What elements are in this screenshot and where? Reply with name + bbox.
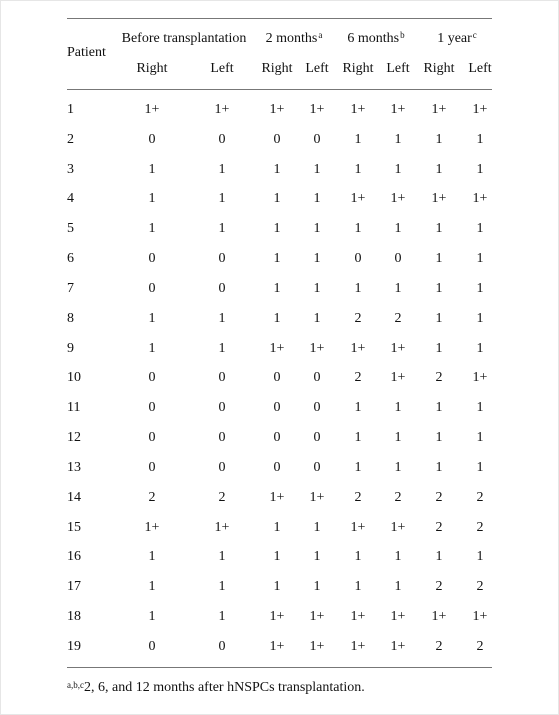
cell-grade: 1 bbox=[394, 430, 402, 445]
cell-grade: 1 bbox=[218, 579, 226, 594]
cell-grade: 1 bbox=[218, 221, 226, 236]
cell-grade: 1+ bbox=[309, 490, 325, 505]
cell-grade: 1 bbox=[354, 221, 362, 236]
cell-grade: 0 bbox=[218, 639, 226, 654]
cell-patient: 17 bbox=[67, 579, 81, 594]
header-side: Right bbox=[342, 61, 374, 76]
cell-grade: 1+ bbox=[269, 490, 285, 505]
header-group bbox=[437, 31, 477, 47]
header-side: Left bbox=[210, 61, 234, 76]
cell-patient: 4 bbox=[67, 191, 74, 206]
cell-grade: 1+ bbox=[350, 520, 366, 535]
cell-grade: 0 bbox=[218, 400, 226, 415]
cell-grade: 1 bbox=[148, 191, 156, 206]
cell-grade: 0 bbox=[148, 400, 156, 415]
cell-grade: 1 bbox=[313, 520, 321, 535]
cell-grade: 1 bbox=[394, 281, 402, 296]
cell-grade: 1 bbox=[394, 221, 402, 236]
cell-grade: 1 bbox=[313, 579, 321, 594]
header-group-label: 2 months bbox=[265, 31, 318, 46]
cell-grade: 1 bbox=[435, 341, 443, 356]
cell-grade: 1+ bbox=[214, 102, 230, 117]
cell-grade: 1 bbox=[435, 221, 443, 236]
header-group-label: 1 year bbox=[437, 31, 472, 46]
cell-patient: 6 bbox=[67, 251, 74, 266]
cell-grade: 1 bbox=[273, 281, 281, 296]
cell-grade: 2 bbox=[435, 639, 443, 654]
cell-grade: 1+ bbox=[431, 102, 447, 117]
cell-grade: 1+ bbox=[390, 370, 406, 385]
cell-grade: 0 bbox=[148, 639, 156, 654]
cell-grade: 1 bbox=[354, 579, 362, 594]
table-bottom-rule bbox=[67, 667, 492, 668]
cell-grade: 1 bbox=[435, 460, 443, 475]
cell-grade: 0 bbox=[148, 281, 156, 296]
cell-grade: 1 bbox=[476, 341, 484, 356]
cell-grade: 1 bbox=[273, 549, 281, 564]
cell-grade: 1 bbox=[148, 579, 156, 594]
cell-grade: 1 bbox=[313, 311, 321, 326]
cell-grade: 1+ bbox=[431, 191, 447, 206]
cell-patient: 10 bbox=[67, 370, 81, 385]
cell-grade: 1 bbox=[218, 609, 226, 624]
cell-grade: 1 bbox=[476, 311, 484, 326]
cell-patient: 11 bbox=[67, 400, 81, 415]
cell-grade: 1+ bbox=[350, 609, 366, 624]
cell-grade: 1+ bbox=[472, 191, 488, 206]
cell-grade: 1 bbox=[394, 579, 402, 594]
cell-grade: 2 bbox=[435, 520, 443, 535]
cell-grade: 1+ bbox=[472, 370, 488, 385]
cell-grade: 1+ bbox=[390, 102, 406, 117]
cell-grade: 0 bbox=[218, 132, 226, 147]
cell-grade: 1+ bbox=[309, 102, 325, 117]
header-group bbox=[347, 31, 404, 47]
cell-grade: 2 bbox=[476, 579, 484, 594]
cell-grade: 1 bbox=[476, 549, 484, 564]
cell-grade: 2 bbox=[394, 490, 402, 505]
cell-grade: 1 bbox=[435, 132, 443, 147]
cell-patient: 5 bbox=[67, 221, 74, 236]
cell-grade: 1+ bbox=[431, 609, 447, 624]
cell-grade: 1 bbox=[435, 430, 443, 445]
cell-grade: 1+ bbox=[269, 102, 285, 117]
cell-patient: 13 bbox=[67, 460, 81, 475]
cell-grade: 1+ bbox=[390, 520, 406, 535]
cell-grade: 1+ bbox=[472, 102, 488, 117]
header-side: Right bbox=[423, 61, 455, 76]
cell-grade: 1 bbox=[354, 460, 362, 475]
cell-grade: 1 bbox=[148, 549, 156, 564]
cell-grade: 1 bbox=[354, 162, 362, 177]
cell-grade: 1 bbox=[435, 400, 443, 415]
cell-patient: 19 bbox=[67, 639, 81, 654]
cell-grade: 1+ bbox=[390, 191, 406, 206]
cell-grade: 1+ bbox=[269, 341, 285, 356]
header-group bbox=[266, 31, 323, 47]
cell-grade: 1+ bbox=[309, 341, 325, 356]
cell-grade: 1 bbox=[148, 221, 156, 236]
cell-grade: 1 bbox=[354, 132, 362, 147]
header-group-label: Before transplantation bbox=[121, 31, 247, 46]
header-side: Left bbox=[468, 61, 492, 76]
cell-grade: 1 bbox=[354, 549, 362, 564]
cell-grade: 1 bbox=[313, 191, 321, 206]
cell-patient: 3 bbox=[67, 162, 74, 177]
cell-grade: 1 bbox=[148, 609, 156, 624]
cell-grade: 0 bbox=[313, 400, 321, 415]
cell-grade: 1 bbox=[476, 251, 484, 266]
cell-grade: 1 bbox=[273, 520, 281, 535]
cell-grade: 0 bbox=[313, 460, 321, 475]
cell-grade: 1 bbox=[148, 162, 156, 177]
cell-patient: 12 bbox=[67, 430, 81, 445]
cell-grade: 2 bbox=[354, 490, 362, 505]
cell-grade: 1+ bbox=[309, 639, 325, 654]
cell-grade: 1+ bbox=[144, 520, 160, 535]
cell-grade: 1 bbox=[313, 281, 321, 296]
cell-grade: 1 bbox=[476, 430, 484, 445]
cell-grade: 0 bbox=[354, 251, 362, 266]
cell-grade: 1+ bbox=[214, 520, 230, 535]
header-group-note-mark: b bbox=[400, 30, 405, 40]
cell-patient: 1 bbox=[67, 102, 74, 117]
cell-grade: 1 bbox=[476, 281, 484, 296]
cell-grade: 1+ bbox=[350, 341, 366, 356]
cell-grade: 2 bbox=[435, 490, 443, 505]
cell-grade: 1 bbox=[394, 460, 402, 475]
header-side: Right bbox=[136, 61, 168, 76]
cell-grade: 1 bbox=[435, 251, 443, 266]
cell-grade: 2 bbox=[476, 490, 484, 505]
cell-patient: 9 bbox=[67, 341, 74, 356]
cell-grade: 0 bbox=[148, 132, 156, 147]
cell-patient: 14 bbox=[67, 490, 81, 505]
cell-grade: 1 bbox=[476, 132, 484, 147]
cell-grade: 1 bbox=[435, 311, 443, 326]
cell-grade: 1 bbox=[273, 251, 281, 266]
cell-grade: 1 bbox=[354, 430, 362, 445]
cell-grade: 1+ bbox=[350, 102, 366, 117]
cell-grade: 1 bbox=[394, 400, 402, 415]
cell-grade: 0 bbox=[313, 132, 321, 147]
cell-grade: 1+ bbox=[350, 639, 366, 654]
cell-grade: 0 bbox=[148, 251, 156, 266]
cell-grade: 1+ bbox=[269, 639, 285, 654]
footnote-text: 2, 6, and 12 months after hNSPCs transplantation. bbox=[84, 680, 365, 695]
cell-patient: 15 bbox=[67, 520, 81, 535]
cell-grade: 2 bbox=[354, 311, 362, 326]
cell-grade: 0 bbox=[394, 251, 402, 266]
cell-grade: 1 bbox=[273, 191, 281, 206]
cell-grade: 1 bbox=[148, 311, 156, 326]
cell-grade: 2 bbox=[435, 579, 443, 594]
cell-grade: 2 bbox=[148, 490, 156, 505]
table-header-rule bbox=[67, 89, 492, 90]
cell-grade: 1 bbox=[435, 281, 443, 296]
cell-grade: 2 bbox=[218, 490, 226, 505]
cell-grade: 0 bbox=[218, 430, 226, 445]
cell-grade: 0 bbox=[218, 251, 226, 266]
cell-grade: 1 bbox=[476, 460, 484, 475]
header-group bbox=[122, 31, 247, 47]
cell-grade: 0 bbox=[313, 370, 321, 385]
table-footnote bbox=[67, 680, 365, 696]
header-group-note-mark: c bbox=[472, 30, 477, 40]
header-side: Left bbox=[386, 61, 410, 76]
cell-grade: 2 bbox=[354, 370, 362, 385]
cell-patient: 2 bbox=[67, 132, 74, 147]
cell-grade: 1 bbox=[313, 221, 321, 236]
cell-grade: 1+ bbox=[350, 191, 366, 206]
cell-grade: 0 bbox=[273, 132, 281, 147]
cell-grade: 1 bbox=[313, 162, 321, 177]
cell-grade: 1 bbox=[354, 400, 362, 415]
cell-grade: 0 bbox=[218, 460, 226, 475]
cell-patient: 16 bbox=[67, 549, 81, 564]
cell-patient: 7 bbox=[67, 281, 74, 296]
cell-grade: 1 bbox=[354, 281, 362, 296]
cell-grade: 1 bbox=[148, 341, 156, 356]
cell-grade: 1 bbox=[218, 341, 226, 356]
cell-grade: 1+ bbox=[144, 102, 160, 117]
table-top-rule bbox=[67, 18, 492, 19]
cell-grade: 0 bbox=[148, 460, 156, 475]
cell-grade: 1 bbox=[394, 162, 402, 177]
cell-grade: 1 bbox=[313, 549, 321, 564]
cell-grade: 1 bbox=[273, 221, 281, 236]
cell-grade: 1 bbox=[218, 549, 226, 564]
cell-grade: 1+ bbox=[390, 341, 406, 356]
cell-patient: 8 bbox=[67, 311, 74, 326]
cell-grade: 1+ bbox=[472, 609, 488, 624]
cell-grade: 1 bbox=[313, 251, 321, 266]
header-patient: Patient bbox=[67, 45, 106, 60]
cell-grade: 0 bbox=[273, 430, 281, 445]
cell-grade: 1 bbox=[476, 400, 484, 415]
cell-grade: 0 bbox=[273, 460, 281, 475]
cell-grade: 0 bbox=[273, 400, 281, 415]
cell-grade: 1 bbox=[218, 191, 226, 206]
cell-grade: 2 bbox=[476, 520, 484, 535]
cell-grade: 1 bbox=[273, 311, 281, 326]
cell-grade: 1 bbox=[218, 162, 226, 177]
cell-grade: 1 bbox=[273, 162, 281, 177]
header-group-note-mark: a bbox=[318, 30, 323, 40]
cell-grade: 0 bbox=[148, 370, 156, 385]
cell-grade: 2 bbox=[394, 311, 402, 326]
header-side: Right bbox=[261, 61, 293, 76]
cell-grade: 1 bbox=[394, 132, 402, 147]
cell-grade: 1+ bbox=[390, 639, 406, 654]
cell-patient: 18 bbox=[67, 609, 81, 624]
header-group-label: 6 months bbox=[347, 31, 400, 46]
footnote-marks: a,b,c bbox=[67, 680, 84, 690]
cell-grade: 1+ bbox=[269, 609, 285, 624]
cell-grade: 1+ bbox=[309, 609, 325, 624]
cell-grade: 1 bbox=[435, 162, 443, 177]
cell-grade: 1 bbox=[476, 162, 484, 177]
cell-grade: 2 bbox=[435, 370, 443, 385]
cell-grade: 1 bbox=[476, 221, 484, 236]
header-side: Left bbox=[305, 61, 329, 76]
cell-grade: 1 bbox=[273, 579, 281, 594]
cell-grade: 0 bbox=[218, 281, 226, 296]
cell-grade: 1 bbox=[394, 549, 402, 564]
cell-grade: 0 bbox=[273, 370, 281, 385]
cell-grade: 0 bbox=[218, 370, 226, 385]
cell-grade: 2 bbox=[476, 639, 484, 654]
cell-grade: 1 bbox=[218, 311, 226, 326]
cell-grade: 1 bbox=[435, 549, 443, 564]
cell-grade: 0 bbox=[148, 430, 156, 445]
cell-grade: 0 bbox=[313, 430, 321, 445]
cell-grade: 1+ bbox=[390, 609, 406, 624]
